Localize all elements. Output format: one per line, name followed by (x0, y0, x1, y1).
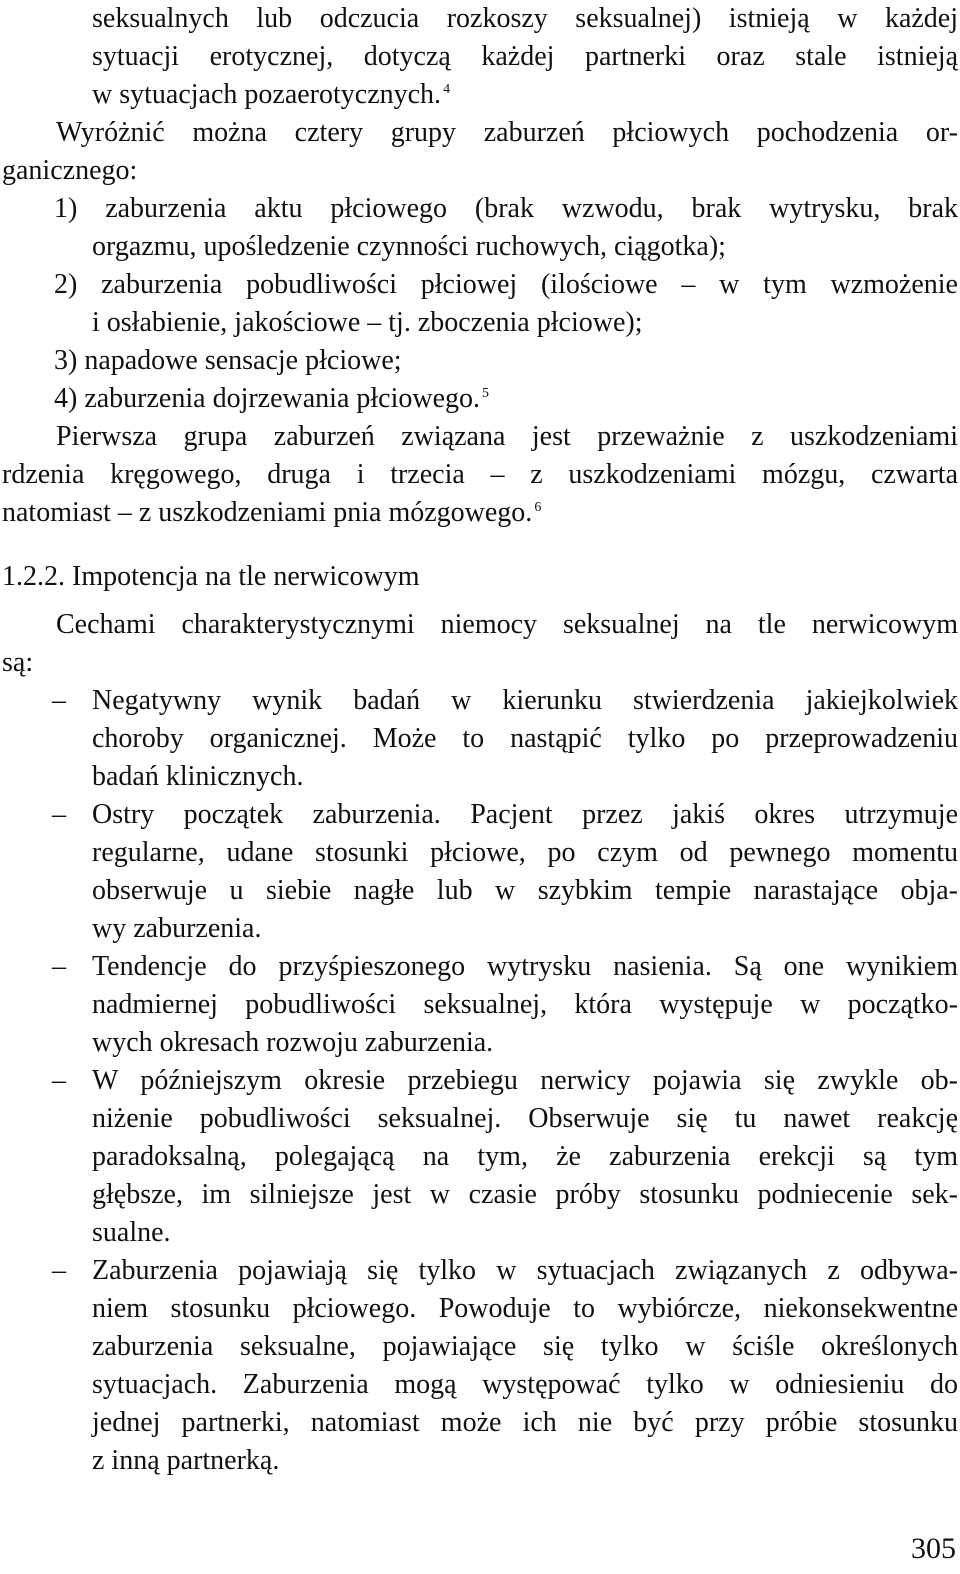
bullet-1-line-2: choroby organicznej. Może to nastąpić tylko po przeprowadzeniu (92, 723, 958, 754)
group-item-2-line-1: 2) zaburzenia pobudliwości płciowej (ilościowe – w tym wzmożenie (54, 269, 958, 300)
bullet-1-line-3: badań klinicznych. (92, 761, 304, 792)
bullet-2-line-4: wy zaburzenia. (92, 913, 262, 944)
bullet-1-line-1: Negatywny wynik badań w kierunku stwierdzenia jakiejkolwiek (92, 685, 958, 716)
bullet-dash: – (52, 685, 66, 716)
page-number: 305 (911, 1532, 956, 1565)
groups-line-1: Wyróżnić można cztery grupy zaburzeń płciowych pochodzenia or- (56, 117, 958, 148)
bullet-5-line-2: niem stosunku płciowego. Powoduje to wybiórcze, niekonsekwentne (92, 1293, 958, 1324)
intro-line-1: seksualnych lub odczucia rozkoszy seksualnej) istnieją w każdej (92, 3, 958, 34)
bullet-4-line-1: W późniejszym okresie przebiegu nerwicy pojawia się zwykle ob- (92, 1065, 958, 1096)
bullet-2-line-2: regularne, udane stosunki płciowe, po czym od pewnego momentu (92, 837, 958, 868)
bullet-4-line-3: paradoksalną, polegającą na tym, że zaburzenia erekcji są tym (92, 1141, 958, 1172)
footnote-ref: 4 (443, 81, 451, 97)
group-item-3: 3) napadowe sensacje płciowe; (54, 345, 402, 376)
group-item-1-line-1: 1) zaburzenia aktu płciowego (brak wzwodu, brak wytrysku, brak (54, 193, 958, 224)
footnote-ref: 6 (534, 499, 542, 515)
intro-line-2: sytuacji erotycznej, dotyczą każdej partnerki oraz stale istnieją (92, 41, 958, 72)
groups-line-2: ganicznego: (2, 155, 138, 186)
group-item-1-line-2: orgazmu, upośledzenie czynności ruchowych, ciągotka); (92, 231, 726, 262)
bullet-5-line-5: jednej partnerki, natomiast może ich nie być przy próbie stosunku (92, 1407, 958, 1438)
footnote-ref: 5 (482, 385, 490, 401)
bullet-5-line-1: Zaburzenia pojawiają się tylko w sytuacjach związanych z odbywa- (92, 1255, 958, 1286)
bullet-4-line-5: sualne. (92, 1217, 171, 1248)
section-intro-line-1: Cechami charakterystycznymi niemocy seksualnej na tle nerwicowym (56, 609, 958, 640)
bullet-5-line-3: zaburzenia seksualne, pojawiające się tylko w ściśle określonych (92, 1331, 958, 1362)
first-group-line-2: rdzenia kręgowego, druga i trzecia – z uszkodzeniami mózgu, czwarta (2, 459, 958, 490)
bullet-4-line-2: niżenie pobudliwości seksualnej. Obserwuje się tu nawet reakcję (92, 1103, 958, 1134)
section-heading: 1.2.2. Impotencja na tle nerwicowym (2, 561, 420, 592)
bullet-dash: – (52, 1065, 66, 1096)
first-group-line-3: natomiast – z uszkodzeniami pnia mózgowego. $^6$ (2, 497, 542, 528)
section-intro-line-2: są: (2, 647, 34, 678)
bullet-dash: – (52, 951, 66, 982)
bullet-2-line-3: obserwuje u siebie nagłe lub w szybkim tempie narastające obja- (92, 875, 958, 906)
bullet-4-line-4: głębsze, im silniejsze jest w czasie próby stosunku podniecenie sek- (92, 1179, 958, 1210)
group-item-2-line-2: i osłabienie, jakościowe – tj. zboczenia płciowe); (92, 307, 643, 338)
intro-line-3: w sytuacjach pozaerotycznych. $^4$ (92, 79, 451, 110)
bullet-3-line-1: Tendencje do przyśpieszonego wytrysku nasienia. Są one wynikiem (92, 951, 958, 982)
bullet-dash: – (52, 799, 66, 830)
first-group-line-1: Pierwsza grupa zaburzeń związana jest przeważnie z uszkodzeniami (56, 421, 958, 452)
bullet-dash: – (52, 1255, 66, 1286)
bullet-2-line-1: Ostry początek zaburzenia. Pacjent przez jakiś okres utrzymuje (92, 799, 958, 830)
bullet-5-line-4: sytuacjach. Zaburzenia mogą występować tylko w odniesieniu do (92, 1369, 958, 1400)
bullet-3-line-3: wych okresach rozwoju zaburzenia. (92, 1027, 494, 1058)
bullet-5-line-6: z inną partnerką. (92, 1445, 280, 1476)
bullet-3-line-2: nadmiernej pobudliwości seksualnej, która występuje w początko- (92, 989, 958, 1020)
group-item-4: 4) zaburzenia dojrzewania płciowego. $^5$ (54, 383, 490, 414)
